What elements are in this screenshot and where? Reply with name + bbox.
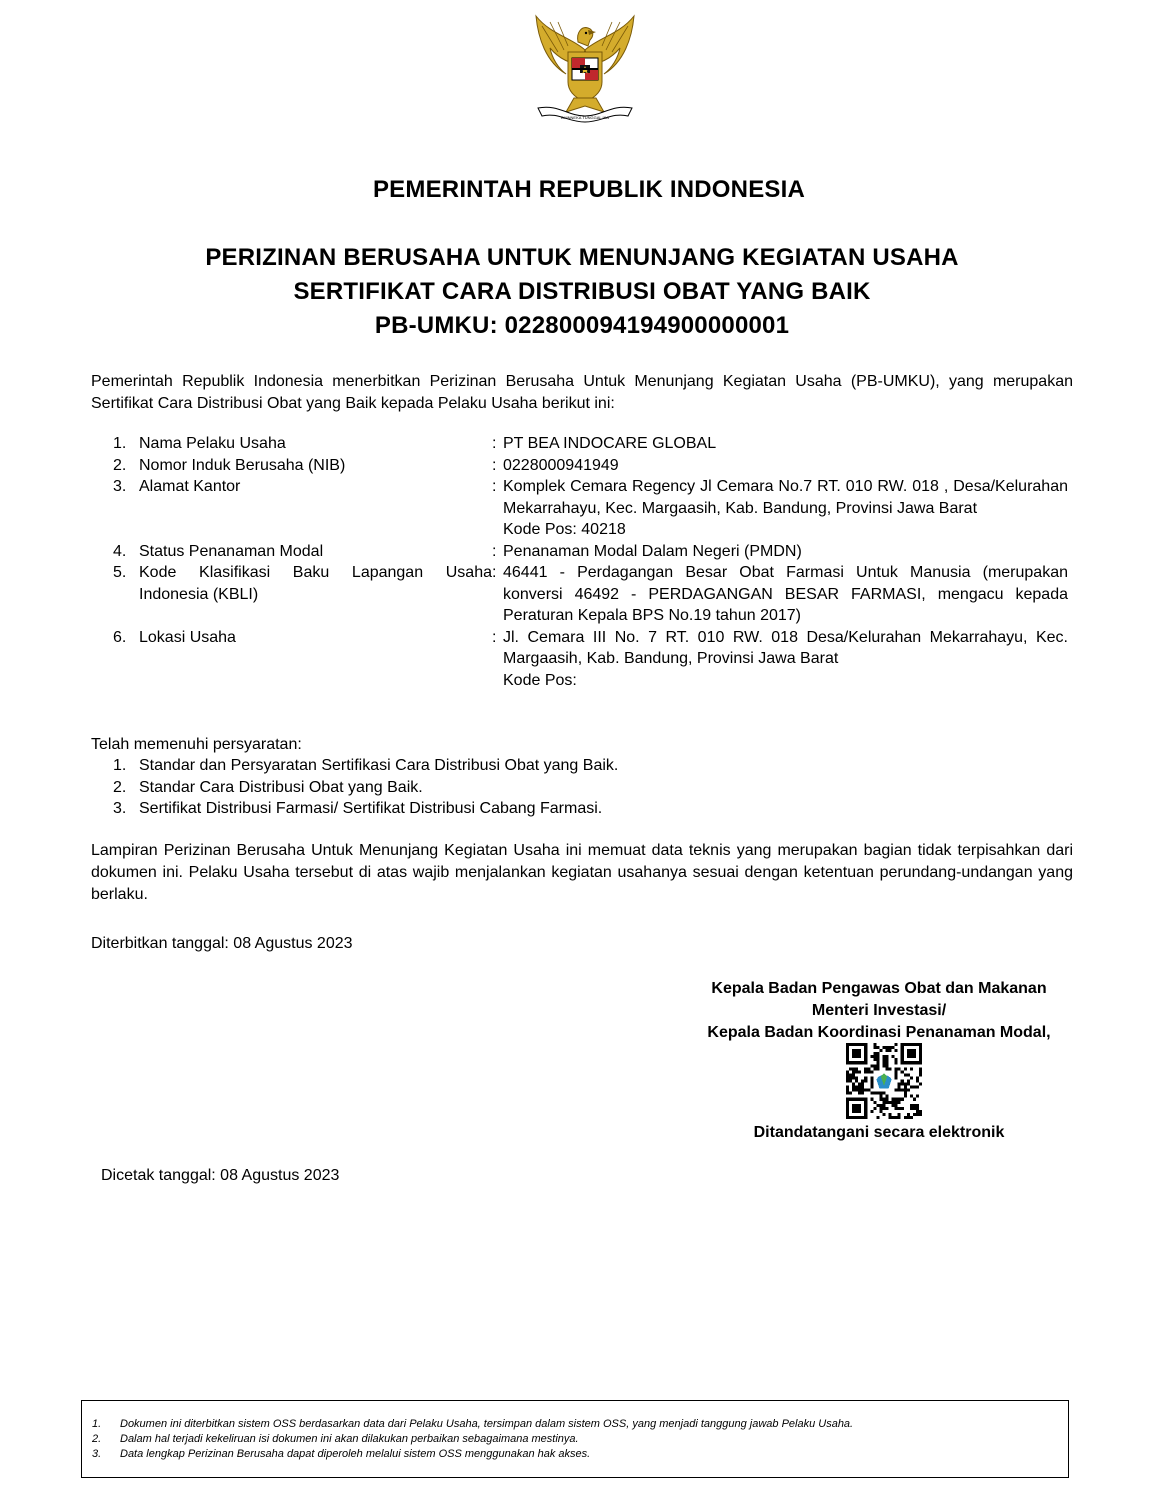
footer-note-number: 1. — [92, 1418, 102, 1430]
footer-note-number: 2. — [92, 1433, 102, 1445]
document-title-line1: PERIZINAN BERUSAHA UNTUK MENUNJANG KEGIATAN USAHA — [205, 244, 959, 271]
requirements-title: Telah memenuhi persyaratan: — [91, 736, 302, 753]
office-postal-code: Kode Pos: 40218 — [503, 521, 626, 538]
permit-number: PB-UMKU: 022800094194900000001 — [374, 312, 790, 339]
detail-colon: : — [492, 542, 497, 560]
detail-number: 3. — [113, 478, 127, 495]
intro-paragraph: Pemerintah Republik Indonesia menerbitkan Perizinan Berusaha Untuk Menunjang Kegiatan Usaha (PB-UMKU), yang merupakan Sertifikat Cara Distribusi Obat yang Baik kepada Pelaku Usaha berikut ini: — [91, 373, 1073, 412]
detail-colon: : — [492, 478, 497, 495]
requirement-item — [91, 798, 791, 820]
garuda-pancasila-emblem-icon — [528, 12, 642, 124]
detail-label: Nama Pelaku Usaha — [139, 435, 286, 452]
detail-colon: : — [492, 435, 497, 452]
signatory-line3: Kepala Badan Koordinasi Penanaman Modal, — [707, 1024, 1051, 1041]
signatory-block — [696, 978, 1062, 1044]
detail-value — [503, 476, 1068, 541]
detail-label: Alamat Kantor — [139, 478, 241, 495]
footer-note-text: Dalam hal terjadi kekeliruan isi dokumen ini akan dilakukan perbaikan sebagaimana mestinya. — [120, 1433, 579, 1445]
detail-value: 46441 - Perdagangan Besar Obat Farmasi Untuk Manusia (merupakan konversi 46492 - PERDAGANGAN BESAR FARMASI, mengacu kepada Peraturan Kepala BPS No.19 tahun 2017) — [503, 564, 1068, 624]
requirement-text: Standar dan Persyaratan Sertifikasi Cara Distribusi Obat yang Baik. — [139, 757, 619, 774]
government-heading: PEMERINTAH REPUBLIK INDONESIA — [372, 176, 806, 203]
detail-label: Lokasi Usaha — [139, 628, 236, 646]
requirement-item — [91, 777, 791, 799]
svg-text:BHINNEKA TUNGGAL IKA: BHINNEKA TUNGGAL IKA — [560, 115, 610, 120]
detail-number: 1. — [113, 435, 127, 452]
footer-note — [82, 1417, 1068, 1432]
location-postal-code: Kode Pos: — [503, 671, 577, 689]
footer-note-text: Dokumen ini diterbitkan sistem OSS berdasarkan data dari Pelaku Usaha, tersimpan dalam sistem OSS, yang menjadi tanggung jawab Pelaku Usaha. — [120, 1418, 854, 1430]
requirement-text: Standar Cara Distribusi Obat yang Baik. — [139, 778, 423, 796]
detail-label: Kode Klasifikasi Baku Lapangan Usaha Indonesia (KBLI) — [139, 564, 492, 603]
footer-note-number: 3. — [92, 1448, 102, 1460]
document-title-block — [0, 241, 1152, 343]
issued-date: Diterbitkan tanggal: 08 Agustus 2023 — [91, 935, 353, 952]
document-title-line2: SERTIFIKAT CARA DISTRIBUSI OBAT YANG BAIK — [293, 278, 871, 305]
detail-number: 6. — [113, 628, 127, 646]
detail-value: Penanaman Modal Dalam Negeri (PMDN) — [503, 542, 802, 560]
requirements-list — [91, 755, 791, 820]
qr-code-icon — [846, 1043, 922, 1119]
detail-row — [91, 541, 1073, 563]
detail-colon: : — [492, 628, 497, 646]
footer-note — [82, 1447, 1068, 1462]
requirement-number: 3. — [113, 800, 127, 817]
detail-colon: : — [492, 564, 497, 581]
printed-date: Dicetak tanggal: 08 Agustus 2023 — [101, 1167, 340, 1184]
footer-note-text: Data lengkap Perizinan Berusaha dapat diperoleh melalui sistem OSS menggunakan hak akses. — [120, 1448, 591, 1460]
detail-label: Status Penanaman Modal — [139, 542, 324, 560]
requirement-text: Sertifikat Distribusi Farmasi/ Sertifikat Distribusi Cabang Farmasi. — [139, 800, 603, 817]
detail-row — [91, 455, 1073, 477]
detail-label: Nomor Induk Berusaha (NIB) — [139, 456, 346, 474]
electronic-signature-note: Ditandatangani secara elektronik — [753, 1124, 1005, 1141]
requirement-item — [91, 755, 791, 777]
detail-value: PT BEA INDOCARE GLOBAL — [503, 435, 717, 452]
detail-number: 2. — [113, 456, 127, 474]
footer-note — [82, 1432, 1068, 1447]
requirement-number: 1. — [113, 757, 127, 774]
business-details-list — [91, 433, 1073, 691]
detail-row — [91, 562, 1073, 627]
office-address: Komplek Cemara Regency Jl Cemara No.7 RT. 010 RW. 018 , Desa/Kelurahan Mekarrahayu, Kec. Margaasih, Kab. Bandung, Provinsi Jawa Barat — [503, 478, 1068, 517]
detail-number: 5. — [113, 564, 127, 581]
attachment-paragraph: Lampiran Perizinan Berusaha Untuk Menunjang Kegiatan Usaha ini memuat data teknis yang merupakan bagian tidak terpisahkan dari dokumen ini. Pelaku Usaha tersebut di atas wajib menjalankan kegiatan usahanya sesuai dengan ketentuan perundang-undangan yang berlaku. — [91, 842, 1073, 903]
signatory-line1: Kepala Badan Pengawas Obat dan Makanan — [711, 980, 1047, 997]
detail-row — [91, 433, 1073, 455]
signatory-line2: Menteri Investasi/ — [811, 1002, 947, 1019]
detail-number: 4. — [113, 542, 127, 560]
detail-value — [503, 627, 1068, 692]
detail-value: 0228000941949 — [503, 456, 619, 474]
footer-notes-box — [81, 1400, 1069, 1478]
detail-colon: : — [492, 456, 497, 474]
requirement-number: 2. — [113, 778, 127, 796]
business-location: Jl. Cemara III No. 7 RT. 010 RW. 018 Desa/Kelurahan Mekarrahayu, Kec. Margaasih, Kab. Bandung, Provinsi Jawa Barat — [503, 628, 1068, 667]
detail-row — [91, 476, 1073, 541]
detail-row — [91, 627, 1073, 692]
